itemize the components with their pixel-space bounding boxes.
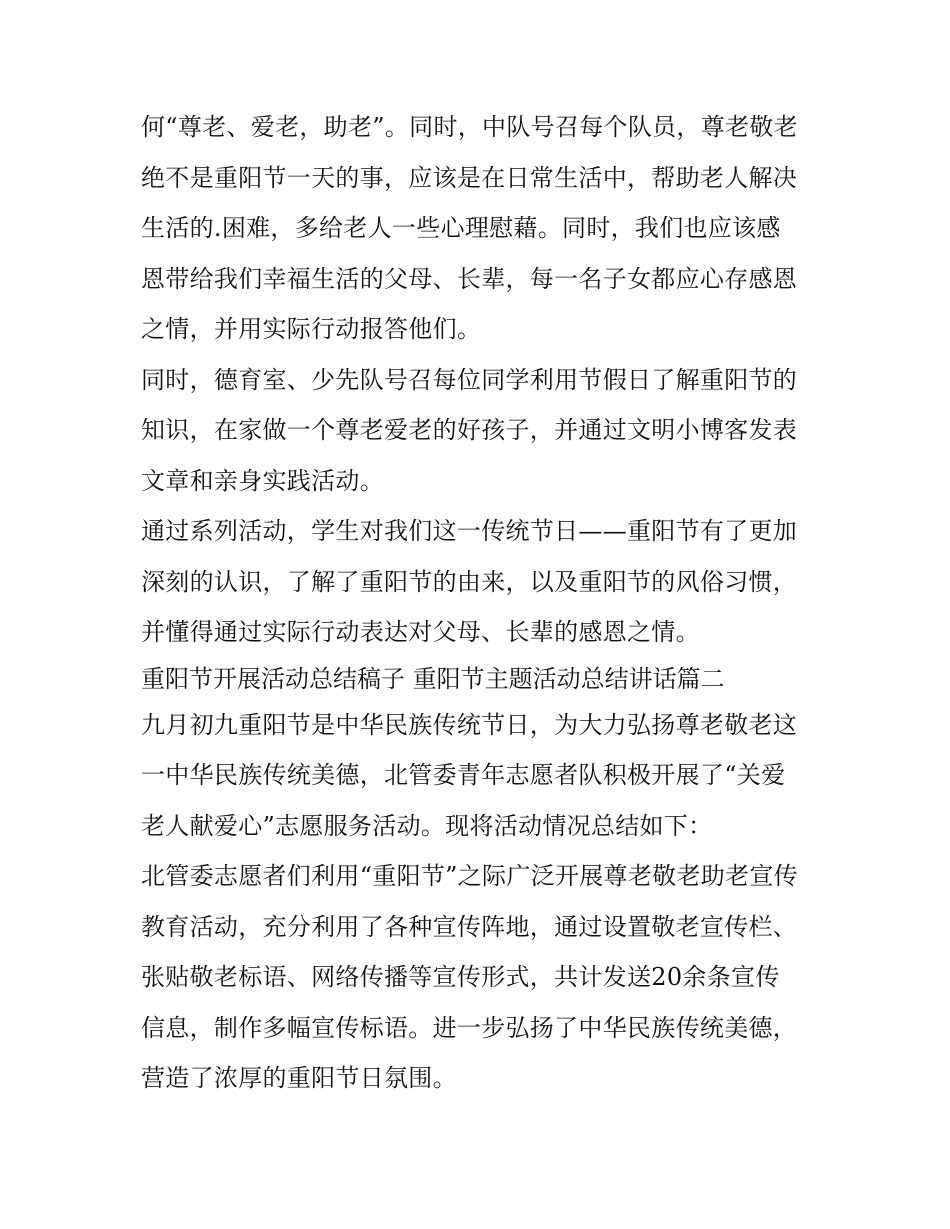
paragraph-volunteer-promotion	[141, 851, 821, 1104]
text-line: 何“尊老、爱老，助老”。同时，中队号召每个队员，尊老敬老	[141, 113, 798, 141]
document-page	[141, 102, 821, 1104]
text-line: 北管委志愿者们利用“重阳节”之际广泛开展尊老敬老助老宣传	[141, 862, 798, 890]
section-heading: 重阳节开展活动总结稿子 重阳节主题活动总结讲话篇二	[141, 664, 725, 693]
text-line: 知识，在家做一个尊老爱老的好孩子，并通过文明小博客发表	[141, 416, 798, 444]
text-line: 通过系列活动，学生对我们这一传统节日——重阳节有了更加	[141, 517, 798, 545]
text-line: 深刻的认识，了解了重阳节的由来，以及重阳节的风俗习惯，	[141, 567, 798, 596]
text-line: 并懂得通过实际行动表达对父母、长辈的感恩之情。	[141, 618, 700, 646]
text-line: 恩带给我们幸福生活的父母、长辈，每一名子女都应心存感恩	[141, 264, 798, 293]
text-line: 绝不是重阳节一天的事，应该是在日常生活中，帮助老人解决	[141, 163, 798, 192]
text-line: 老人献爱心”志愿服务活动。现将活动情况总结如下：	[141, 811, 713, 840]
text-line: 张贴敬老标语、网络传播等宣传形式，共计发送20余条宣传	[141, 963, 780, 991]
text-line: 教育活动，充分利用了各种宣传阵地，通过设置敬老宣传栏、	[141, 912, 798, 941]
text-line: 文章和亲身实践活动。	[141, 466, 384, 495]
paragraph-series-activities	[141, 506, 821, 658]
text-line: 信息，制作多幅宣传标语。进一步弘扬了中华民族传统美德，	[141, 1013, 798, 1042]
text-line: 之情，并用实际行动报答他们。	[141, 315, 482, 343]
text-line: 九月初九重阳节是中华民族传统节日，为大力弘扬尊老敬老这	[141, 710, 798, 739]
text-line: 营造了浓厚的重阳节日氛围。	[141, 1064, 457, 1092]
paragraph-respect-elders	[141, 102, 821, 355]
paragraph-moral-education	[141, 355, 821, 507]
text-line: 生活的.困难，多给老人一些心理慰藉。同时，我们也应该感	[141, 214, 781, 242]
text-line: 一中华民族传统美德，北管委青年志愿者队积极开展了“关爱	[141, 761, 786, 789]
text-line: 同时，德育室、少先队号召每位同学利用节假日了解重阳节的	[141, 365, 798, 394]
paragraph-double-ninth-intro	[141, 700, 821, 852]
